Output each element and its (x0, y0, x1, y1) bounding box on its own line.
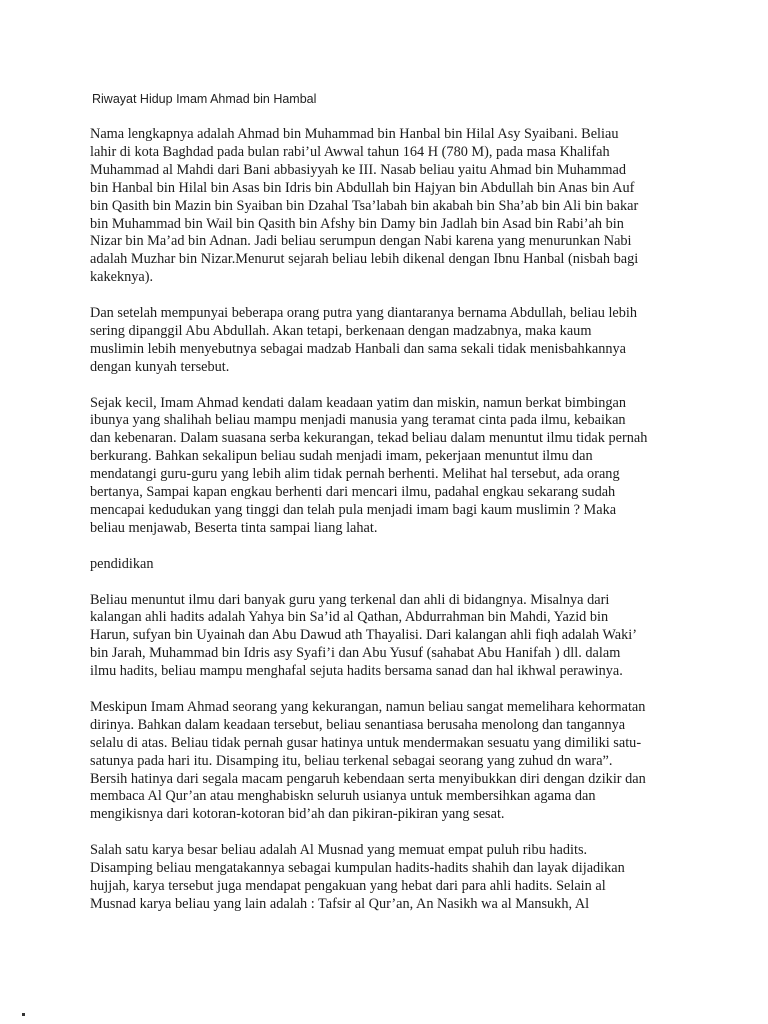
text-line: Musnad karya beliau yang lain adalah : Tafsir al Qur’an, An Nasikh wa al Mansukh, Al (90, 895, 590, 912)
text-line: Salah satu karya besar beliau adalah Al Musnad yang memuat empat puluh ribu hadits. (90, 842, 588, 859)
text-line: adalah Muzhar bin Nizar.Menurut sejarah beliau lebih dikenal dengan Ibnu Hanbal (nisbah bagi (90, 251, 639, 268)
text-line: bin Hanbal bin Hilal bin Asas bin Idris bin Abdullah bin Hajyan bin Abdullah bin Anas bin Auf (90, 179, 635, 196)
text-line: sering dipanggil Abu Abdullah. Akan tetapi, berkenaan dengan madzabnya, maka kaum (90, 322, 592, 339)
text-line: Bersih hatinya dari segala macam pengaruh kebendaan serta menyibukkan diri dengan dzikir dan (90, 770, 646, 787)
text-line: berkurang. Bahkan sekalipun beliau sudah menjadi imam, pekerjaan menuntut ilmu dan (90, 448, 593, 465)
text-line: ilmu hadits, beliau mampu menghafal sejuta hadits bersama sanad dan hal ikhwal perawinya. (90, 663, 623, 680)
paragraph (90, 592, 690, 682)
text-line: dengan kunyah tersebut. (90, 358, 230, 375)
text-line: Meskipun Imam Ahmad seorang yang kekurangan, namun beliau sangat memelihara kehormatan (90, 698, 646, 715)
paragraph (90, 126, 690, 287)
text-line: bin Muhammad bin Wail bin Qasith bin Afshy bin Damy bin Jadlah bin Asad bin Rabi’ah bin (90, 215, 624, 232)
text-line: kakeknya). (90, 269, 154, 286)
text-line: bin Jarah, Muhammad bin Idris asy Syafi’i dan Abu Yusuf (sahabat Abu Hanifah ) dll. dalam (90, 645, 621, 662)
section-heading (90, 556, 690, 574)
text-line: bertanya, Sampai kapan engkau berhenti dari mencari ilmu, padahal engkau sekarang sudah (90, 484, 616, 501)
text-line: mencapai kedudukan yang tinggi dan telah pula menjadi imam bagi kaum muslimin ? Maka (90, 502, 617, 518)
text-line: hujjah, karya tersebut juga mendapat pengakuan yang hebat dari para ahli hadits. Selain al (90, 877, 606, 894)
text-line: lahir di kota Baghdad pada bulan rabi’ul Awwal tahun 164 H (780 M), pada masa Khalifah (90, 143, 610, 160)
document-body (90, 126, 690, 932)
text-line: kalangan ahli hadits adalah Yahya bin Sa’id al Qathan, Abdurrahman bin Mahdi, Yazid bin (90, 609, 609, 626)
text-line: membaca Al Qur’an atau menghabiskn seluruh usianya untuk membersihkan agama dan (90, 788, 596, 805)
text-line: muslimin lebih menyebutnya sebagai madzab Hanbali dan sama sekali tidak menisbahkannya (90, 340, 626, 357)
text-line: Muhammad al Mahdi dari Bani abbasiyyah ke III. Nasab beliau yaitu Ahmad bin Muhammad (90, 161, 627, 178)
text-line: Beliau menuntut ilmu dari banyak guru yang terkenal dan ahli di bidangnya. Misalnya dari (90, 591, 610, 608)
text-line: pendidikan (90, 555, 154, 572)
text-line: satunya pada hari itu. Disamping itu, beliau terkenal sebagai seorang yang zuhud dn wara”. (90, 752, 613, 769)
text-line: Sejak kecil, Imam Ahmad kendati dalam keadaan yatim dan miskin, namun berkat bimbingan (90, 394, 626, 411)
text-line: Disamping beliau mengatakannya sebagai kumpulan hadits-hadits shahih dan layak dijadikan (90, 860, 625, 877)
text-line: mengikisnya dari kotoran-kotoran bid’ah dan pikiran-pikiran yang sesat. (90, 806, 505, 823)
text-line: ibunya yang shalihah beliau mampu menjadi manusia yang teramat cinta pada ilmu, kebaikan (90, 412, 626, 429)
document-title: Riwayat Hidup Imam Ahmad bin Hambal (92, 92, 317, 106)
text-line: bin Qasith bin Mazin bin Syaiban bin Dzahal Tsa’labah bin akabah bin Sha’ab bin Ali bin bakar (90, 197, 639, 214)
text-line: Nizar bin Ma’ad bin Adnan. Jadi beliau serumpun dengan Nabi karena yang menurunkan Nabi (90, 233, 632, 250)
text-line: dirinya. Bahkan dalam keadaan tersebut, beliau senantiasa berusaha menolong dan tangannya (90, 716, 626, 733)
paragraph (90, 842, 690, 914)
paragraph (90, 305, 690, 377)
text-line: selalu di atas. Beliau tidak pernah gusar hatinya untuk mendermakan sesuatu yang dimiliki satu- (90, 734, 642, 751)
paragraph (90, 395, 690, 538)
text-line: beliau menjawab, Beserta tinta sampai liang lahat. (90, 519, 378, 536)
paragraph (90, 699, 690, 824)
text-line: mendatangi guru-guru yang lebih alim tidak pernah berhenti. Melihat hal tersebut, ada orang (90, 466, 620, 483)
page-corner-mark (22, 1013, 25, 1016)
text-line: Dan setelah mempunyai beberapa orang putra yang diantaranya bernama Abdullah, beliau lebih (90, 305, 638, 322)
text-line: dan kebenaran. Dalam suasana serba kekurangan, tekad beliau dalam menuntut ilmu tidak pernah (90, 430, 648, 447)
text-line: Nama lengkapnya adalah Ahmad bin Muhammad bin Hanbal bin Hilal Asy Syaibani. Beliau (90, 126, 619, 142)
text-line: Harun, sufyan bin Uyainah dan Abu Dawud ath Thayalisi. Dari kalangan ahli fiqh adalah Waki’ (90, 627, 638, 644)
